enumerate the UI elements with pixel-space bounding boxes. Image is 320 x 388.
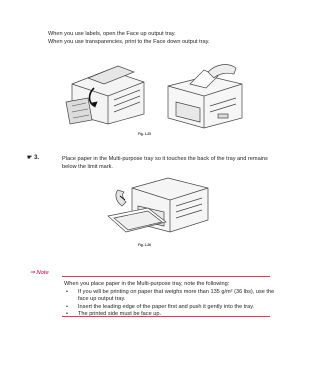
intro-text	[48, 30, 210, 47]
note-intro: When you place paper in the Multi-purpose tray, note the following:	[64, 281, 230, 287]
note-bullet-list	[64, 289, 279, 319]
figure-1-26-illustration	[104, 176, 214, 238]
printer-front-view	[168, 65, 242, 128]
figure-1-25-caption: Fig. 1-25	[138, 132, 151, 136]
arrow-note-icon: ⇒	[30, 270, 35, 276]
note-title: Note	[36, 270, 49, 276]
printer-multipurpose-tray	[108, 178, 208, 232]
step-3-marker	[27, 154, 39, 161]
step-3-text: Place paper in the Multi-purpose tray so it touches the back of the tray and remains below the limit mark.	[62, 156, 268, 171]
note-body	[64, 281, 279, 319]
note-top-divider	[62, 276, 270, 277]
note-bottom-divider	[62, 316, 270, 317]
note-bullet: • Insert the leading edge of the paper first and push it gently into the tray.	[64, 304, 279, 312]
note-heading	[30, 270, 49, 276]
printer-rear-view	[66, 66, 144, 124]
note-bullet: • The printed side must be face up.	[64, 311, 279, 319]
step-number: 3.	[34, 155, 40, 161]
figure-1-25-illustration	[58, 62, 248, 132]
intro-line-labels: When you use labels, open the Face up output tray.	[48, 31, 176, 37]
pointing-hand-icon: ☛	[27, 155, 33, 161]
intro-line-transparencies: When you use transparencies, print to the Face down output tray.	[48, 39, 210, 46]
figure-1-26-caption: Fig. 1-26	[138, 243, 151, 247]
note-bullet: • If you will be printing on paper that weighs more than 135 g/m² (36 lbs), use the face up output tray.	[64, 289, 279, 304]
